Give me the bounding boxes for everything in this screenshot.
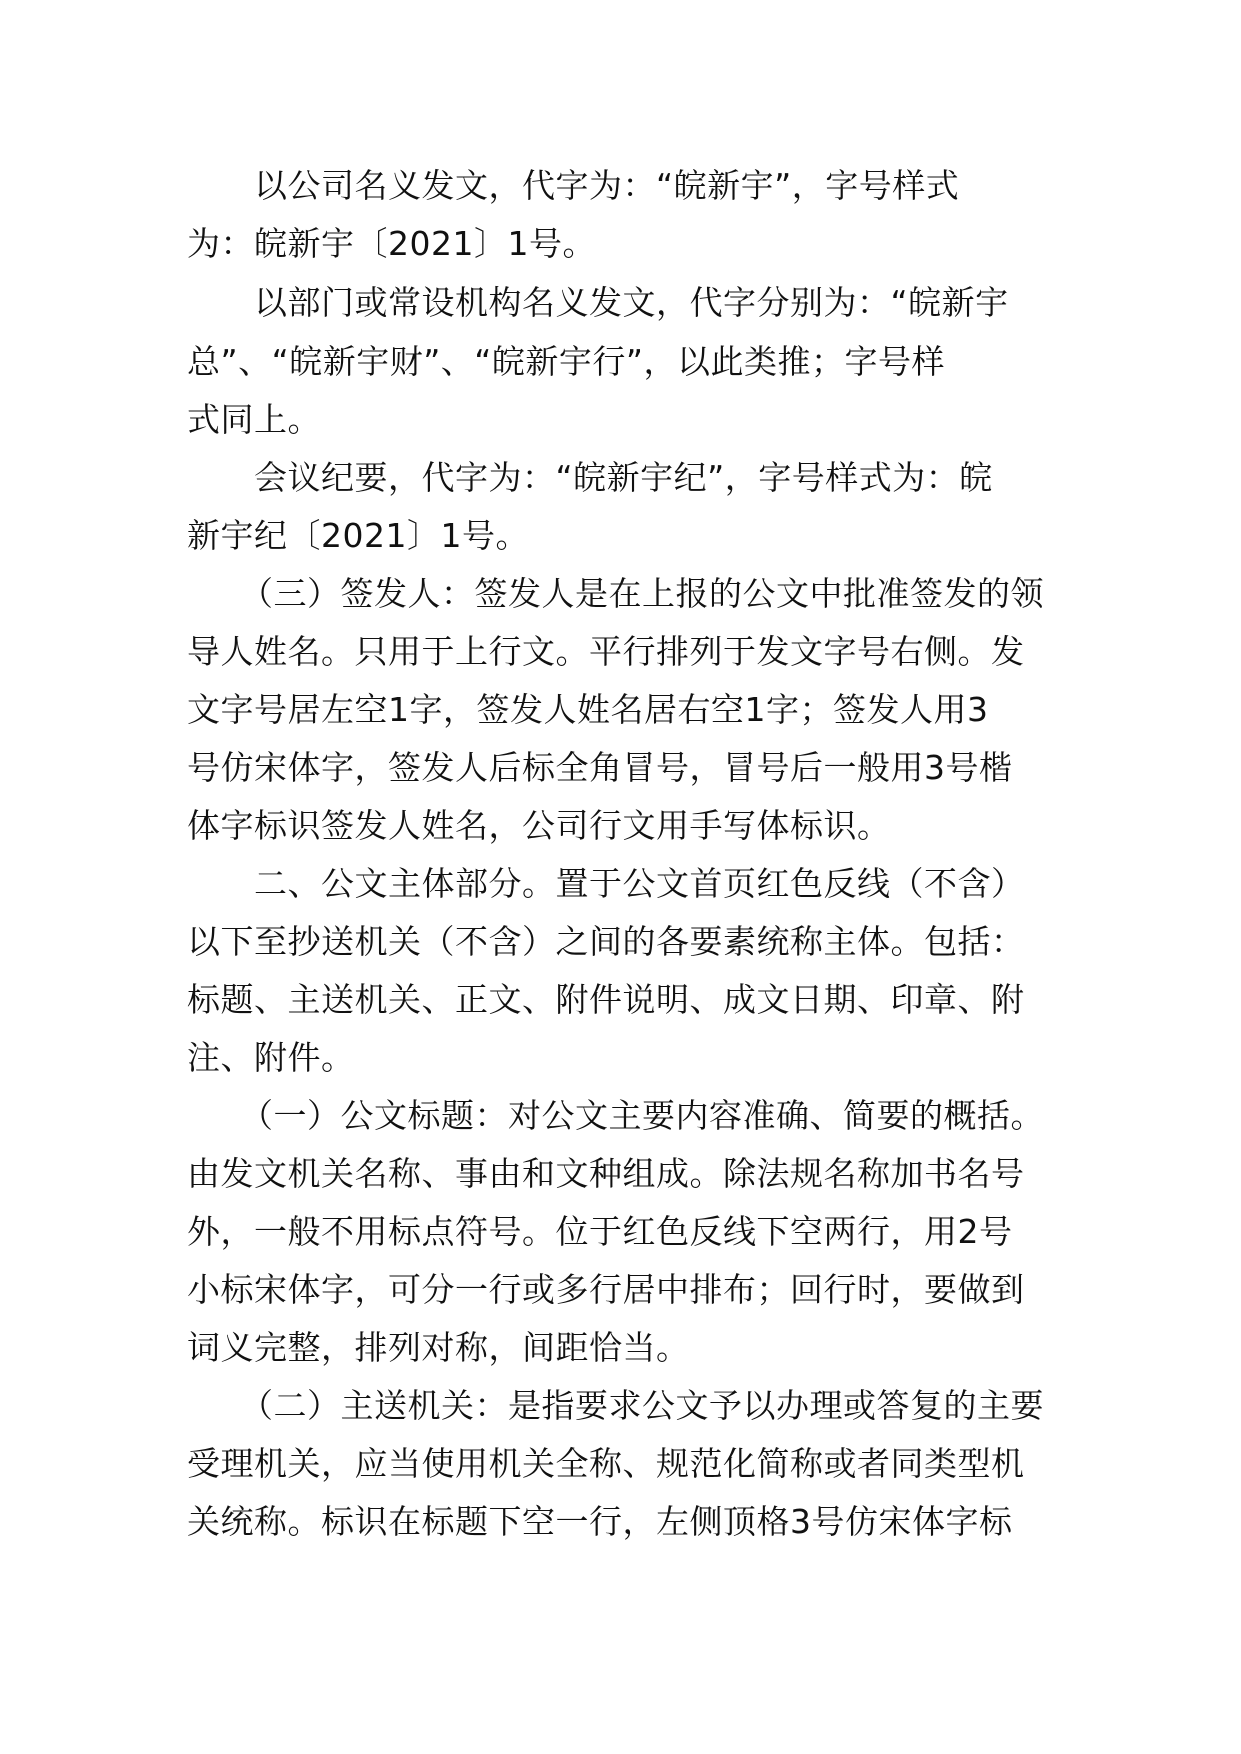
text-line: 关统称。标识在标题下空一行，左侧顶格3号仿宋体字标 <box>187 1502 1013 1541</box>
text-line: 会议纪要，代字为：“皖新宇纪”，字号样式为：皖 <box>254 458 993 497</box>
text-line: 式同上。 <box>187 400 321 439</box>
text-line: （一）公文标题：对公文主要内容准确、简要的概括。 <box>240 1096 1044 1135</box>
text-line: （三）签发人：签发人是在上报的公文中批准签发的领 <box>240 574 1044 613</box>
text-line: 号仿宋体字，签发人后标全角冒号，冒号后一般用3号楷 <box>187 748 1013 787</box>
text-line: （二）主送机关：是指要求公文予以办理或答复的主要 <box>240 1386 1044 1425</box>
text-line: 为：皖新宇〔2021〕1号。 <box>187 224 596 263</box>
text-line: 以公司名义发文，代字为：“皖新宇”，字号样式 <box>254 166 960 205</box>
text-line: 新宇纪〔2021〕1号。 <box>187 516 529 555</box>
text-line: 标题、主送机关、正文、附件说明、成文日期、印章、附 <box>187 980 1025 1019</box>
text-line: 外，一般不用标点符号。位于红色反线下空两行，用2号 <box>187 1212 1013 1251</box>
text-line: 以部门或常设机构名义发文，代字分别为：“皖新宇 <box>254 283 1009 322</box>
text-line: 二、公文主体部分。置于公文首页红色反线（不含） <box>254 864 1025 903</box>
text-line: 总”、“皖新宇财”、“皖新宇行”，以此类推；字号样 <box>187 342 945 381</box>
text-line: 导人姓名。只用于上行文。平行排列于发文字号右侧。发 <box>187 632 1025 671</box>
text-line: 以下至抄送机关（不含）之间的各要素统称主体。包括： <box>187 922 1025 961</box>
text-line: 文字号居左空1字，签发人姓名居右空1字；签发人用3 <box>187 690 989 729</box>
text-line: 词义完整，排列对称，间距恰当。 <box>187 1328 690 1367</box>
text-line: 小标宋体字，可分一行或多行居中排布；回行时，要做到 <box>187 1270 1025 1309</box>
text-line: 注、附件。 <box>187 1038 355 1077</box>
text-line: 受理机关，应当使用机关全称、规范化简称或者同类型机 <box>187 1444 1025 1483</box>
text-line: 由发文机关名称、事由和文种组成。除法规名称加书名号 <box>187 1154 1025 1193</box>
text-line: 体字标识签发人姓名，公司行文用手写体标识。 <box>187 806 891 845</box>
